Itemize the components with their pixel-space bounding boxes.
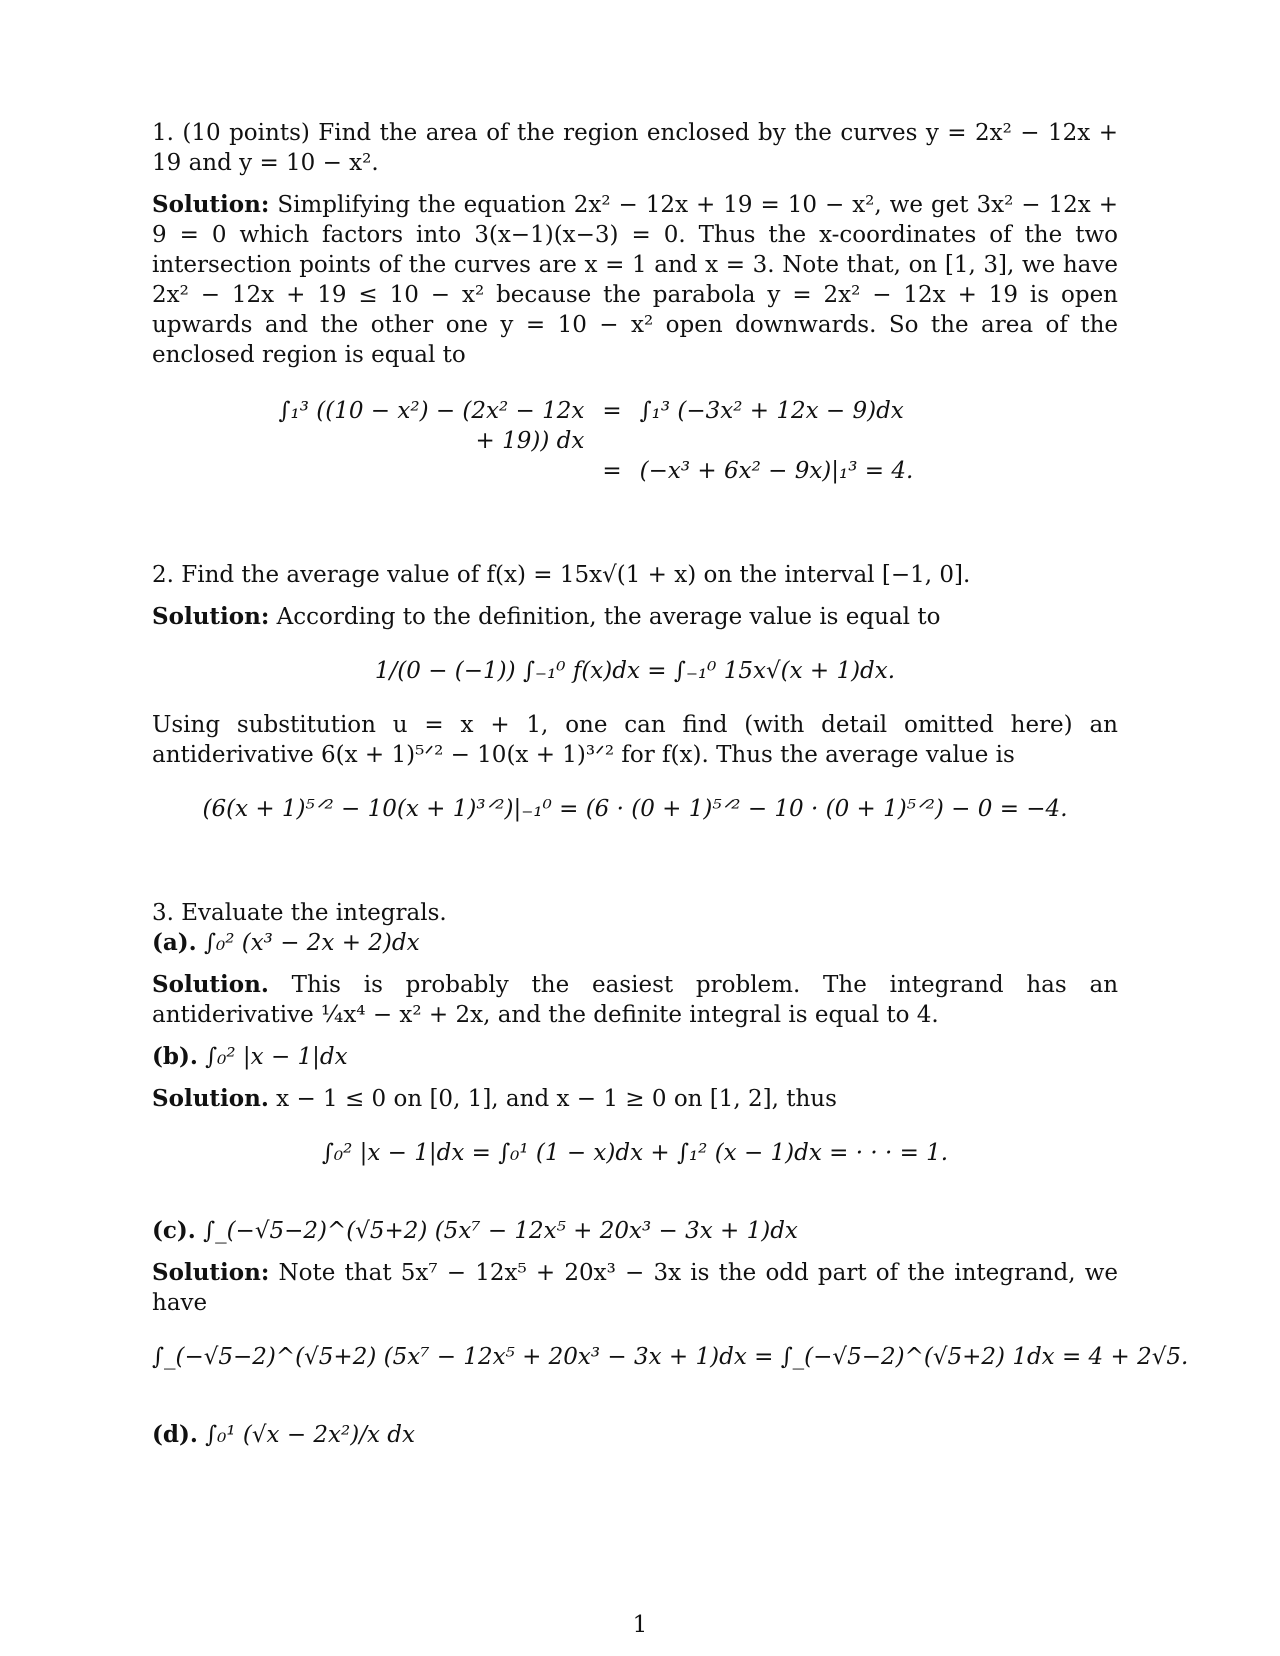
problem-3a — [152, 928, 1118, 958]
document-page — [152, 118, 1189, 1450]
problem-1-display-equation — [272, 396, 952, 486]
problem-3-statement: 3. Evaluate the integrals. — [152, 900, 447, 926]
problem-2-equation-1: 1/(0 − (−1)) ∫₋₁⁰ f(x)dx = ∫₋₁⁰ 15x√(x + 1)dx. — [374, 658, 896, 684]
problem-2-text-2: Using substitution u = x + 1, one can find (with detail omitted here) an antiderivative 6(x + 1)⁵ᐟ² − 10(x + 1)³ᐟ² for f(x). Thus the average value is — [152, 712, 1118, 768]
equation-rhs: ∫₁³ (−3x² + 12x − 9)dx — [639, 398, 904, 424]
solution-text: This is probably the easiest problem. The integrand has an antiderivative ¼x⁴ − x² + 2x, and the definite integral is equal to 4. — [152, 972, 1119, 1028]
part-label: (b). — [152, 1043, 198, 1070]
problem-3b — [152, 1042, 1118, 1072]
problem-3d — [152, 1420, 1118, 1450]
part-label: (a). — [152, 929, 197, 956]
equation-relation: = — [602, 458, 622, 484]
equation-rhs: (−x³ + 6x² − 9x)|₁³ = 4. — [639, 458, 914, 484]
solution-text: Note that 5x⁷ − 12x⁵ + 20x³ − 3x is the odd part of the integrand, we have — [152, 1260, 1118, 1316]
problem-3c-equation: ∫_(−√5−2)^(√5+2) (5x⁷ − 12x⁵ + 20x³ − 3x + 1)dx = ∫_(−√5−2)^(√5+2) 1dx = 4 + 2√5. — [152, 1344, 1189, 1370]
page-number: 1 — [632, 1612, 648, 1638]
part-integral: ∫_(−√5−2)^(√5+2) (5x⁷ − 12x⁵ + 20x³ − 3x + 1)dx — [203, 1218, 798, 1244]
problem-3c-solution — [152, 1258, 1118, 1318]
problem-3b-equation: ∫₀² |x − 1|dx = ∫₀¹ (1 − x)dx + ∫₁² (x − 1)dx = · · · = 1. — [321, 1140, 949, 1166]
problem-2-statement: 2. Find the average value of f(x) = 15x√(1 + x) on the interval [−1, 0]. — [152, 562, 971, 588]
solution-label: Solution. — [152, 971, 269, 998]
solution-text: x − 1 ≤ 0 on [0, 1], and x − 1 ≥ 0 on [1, 2], thus — [276, 1086, 837, 1112]
problem-3b-solution — [152, 1084, 1118, 1114]
part-label: (d). — [152, 1421, 198, 1448]
part-integral: ∫₀² |x − 1|dx — [205, 1044, 348, 1070]
problem-1-solution — [152, 190, 1118, 370]
problem-3a-solution — [152, 970, 1118, 1030]
equation-relation: = — [602, 398, 622, 424]
solution-label: Solution. — [152, 1085, 269, 1112]
problem-1-statement: 1. (10 points) Find the area of the region enclosed by the curves y = 2x² − 12x + 19 and y = 10 − x². — [152, 120, 1118, 176]
solution-label: Solution: — [152, 603, 270, 630]
solution-text: Simplifying the equation 2x² − 12x + 19 = 10 − x², we get 3x² − 12x + 9 = 0 which factors into 3(x−1)(x−3) = 0. Thus the x-coordinates of the two intersection points of the curves are x = 1 and x = 3. Note that, on [1, 3], we have 2x² − 12x + 19 ≤ 10 − x² because the parabola y = 2x² − 12x + 19 is open upwards and the other one y = 10 − x² open downwards. So the area of the enclosed region is equal to — [152, 192, 1119, 368]
problem-3c — [152, 1216, 1118, 1246]
solution-text: According to the definition, the average value is equal to — [276, 604, 941, 630]
equation-lhs: ∫₁³ ((10 − x²) − (2x² − 12x + 19)) dx — [278, 398, 585, 454]
part-integral: ∫₀¹ (√x − 2x²)/x dx — [205, 1422, 415, 1448]
problem-2-equation-2: (6(x + 1)⁵ᐟ² − 10(x + 1)³ᐟ²)|₋₁⁰ = (6 · (0 + 1)⁵ᐟ² − 10 · (0 + 1)⁵ᐟ²) − 0 = −4. — [202, 796, 1068, 822]
part-integral: ∫₀² (x³ − 2x + 2)dx — [204, 930, 420, 956]
solution-label: Solution: — [152, 191, 270, 218]
problem-2-solution — [152, 602, 1118, 632]
solution-label: Solution: — [152, 1259, 270, 1286]
part-label: (c). — [152, 1217, 196, 1244]
